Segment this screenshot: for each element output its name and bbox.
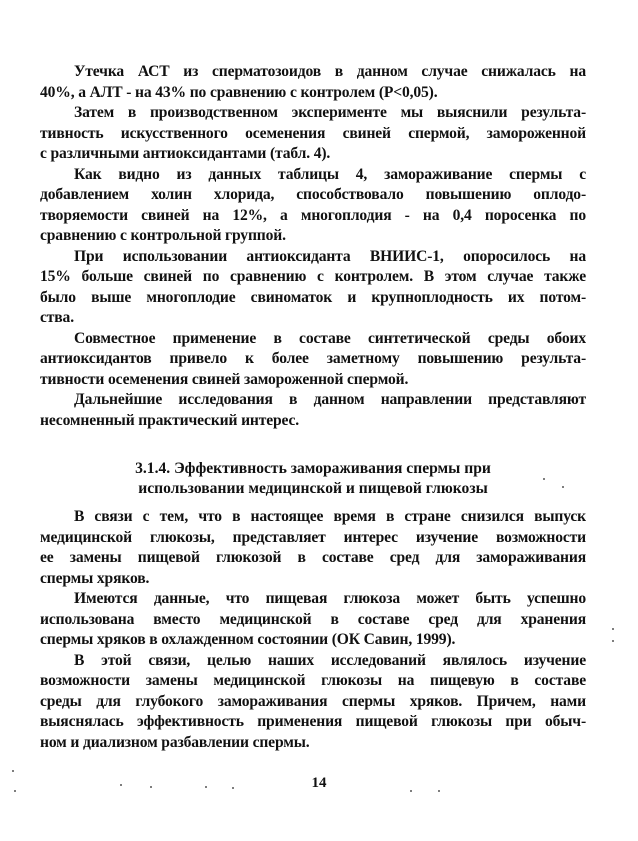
body-text-bottom: [40, 507, 586, 753]
document-page: [40, 62, 586, 753]
text-line: использована вместо медицинской в составе сред для хранения: [40, 610, 586, 628]
scan-speck: [612, 640, 614, 642]
text-line: добавлением холин хлорида, способствовало повышению оплодо-: [40, 186, 586, 203]
scan-speck: [14, 790, 16, 792]
text-line: антиоксидантов привело к более заметному повышению результа-: [40, 350, 586, 367]
text-line: Совместное применение в составе синтетической среды обоих: [74, 329, 586, 347]
paragraph: [40, 247, 586, 329]
scan-speck: [543, 478, 545, 480]
text-line: спермы хряков в охлажденном состоянии (ОК Савин, 1999).: [40, 631, 456, 648]
section-heading-line-2: использовании медицинской и пищевой глюкозы: [138, 480, 488, 497]
text-line: Как видно из данных таблицы 4, замораживание спермы с: [74, 165, 586, 183]
text-line: спермы хряков.: [40, 569, 150, 587]
section-heading: [40, 459, 586, 499]
paragraph: [40, 165, 586, 247]
text-line: выяснялась эффективность применения пищевой глюкозы при обыч-: [40, 713, 586, 730]
text-line: тивность искусственного осеменения свиней спермой, замороженной: [40, 124, 586, 142]
scan-speck: [562, 486, 564, 488]
paragraph: [40, 507, 586, 589]
text-line: среды для глубокого замораживания спермы хряков. Причем, нами: [40, 692, 586, 710]
text-line: тивности осеменения свиней замороженной спермой.: [40, 370, 409, 388]
text-line: творяемости свиней на 12%, а многоплодия - на 0,4 поросенка по: [40, 206, 586, 224]
paragraph: [40, 390, 586, 431]
text-line: ном и диализном разбавлении спермы.: [40, 733, 310, 751]
text-line: медицинской глюкозы, представляет интерес изучение возможности: [40, 528, 586, 546]
scan-speck: [612, 628, 614, 630]
text-line: несомненный практический интерес.: [40, 411, 300, 429]
page-number: 14: [311, 775, 327, 791]
scan-speck: [12, 770, 14, 772]
scan-speck: [232, 787, 234, 789]
text-line: Утечка АСТ из сперматозоидов в данном случае снижалась на: [74, 63, 586, 80]
scan-speck: [120, 784, 122, 786]
text-line: сравнению с контрольной группой.: [40, 227, 286, 244]
text-line: 40%, а АЛТ - на 43% по сравнению с контролем (Р<0,05).: [40, 83, 438, 101]
text-line: 15% больше свиней по сравнению с контролем. В этом случае также: [40, 268, 586, 285]
scan-speck: [205, 786, 207, 788]
section-heading-line-1: 3.1.4. Эффективность замораживания спермы при: [135, 460, 491, 477]
paragraph: [40, 103, 586, 165]
paragraph: [40, 589, 586, 651]
text-line: Затем в производственном эксперименте мы выяснили результа-: [74, 104, 586, 121]
text-line: было выше многоплодие свиноматок и крупноплодность их потом-: [40, 288, 586, 306]
text-line: возможности замены медицинской глюкозы на пищевую в составе: [40, 672, 586, 689]
paragraph: [40, 62, 586, 103]
text-line: ее замены пищевой глюкозой в составе сред для замораживания: [40, 549, 586, 566]
scan-speck: [438, 790, 440, 792]
paragraph: [40, 651, 586, 754]
scan-speck: [410, 790, 412, 792]
text-line: с различными антиоксидантами (табл. 4).: [40, 145, 331, 162]
text-line: Имеются данные, что пищевая глюкоза может быть успешно: [74, 590, 586, 607]
text-line: Дальнейшие исследования в данном направлении представляют: [74, 391, 586, 408]
body-text-top: [40, 62, 586, 431]
text-line: В этой связи, целью наших исследований являлось изучение: [74, 651, 586, 669]
scan-speck: [150, 786, 152, 788]
text-line: В связи с тем, что в настоящее время в стране снизился выпуск: [74, 508, 586, 525]
paragraph: [40, 329, 586, 391]
text-line: При использовании антиоксиданта ВНИИС-1, опоросилось на: [74, 247, 586, 265]
text-line: ства.: [40, 309, 74, 326]
